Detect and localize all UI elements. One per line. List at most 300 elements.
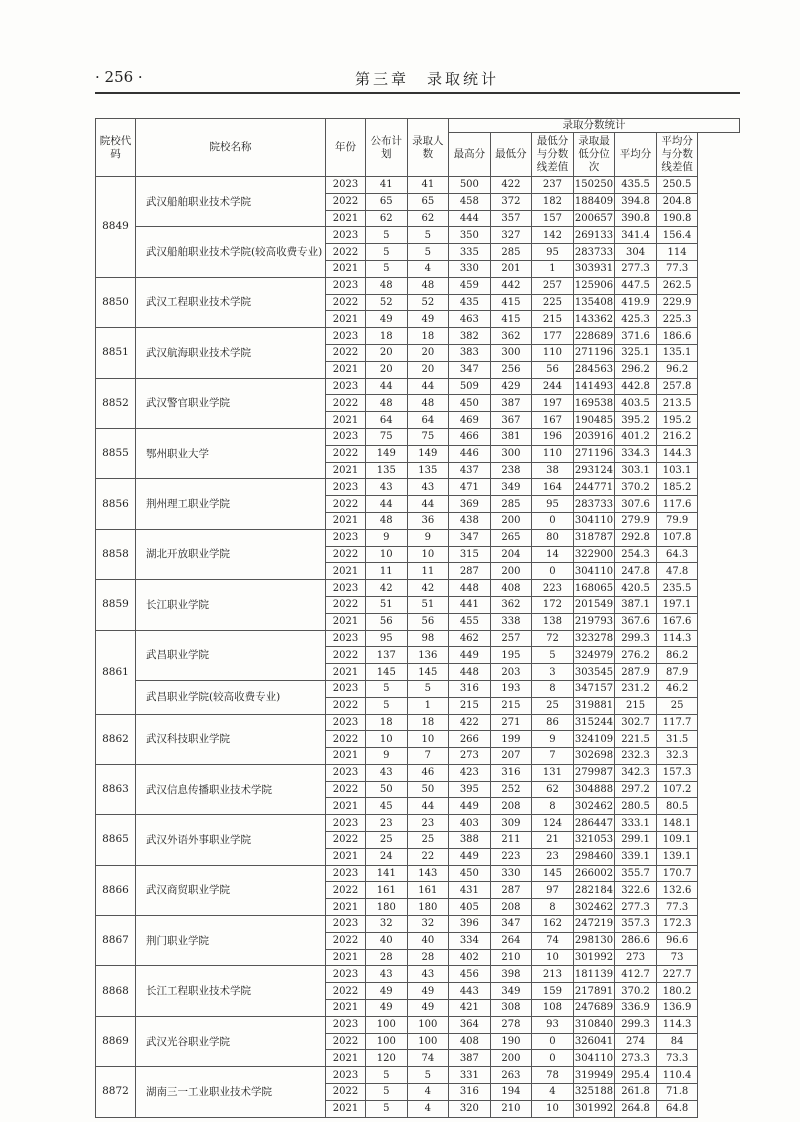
cell-year: 2022: [326, 731, 366, 748]
cell-min-rank: 190485: [573, 412, 615, 429]
cell-min-diff: 223: [532, 580, 574, 597]
cell-admit: 180: [407, 899, 449, 916]
cell-min-rank: 181139: [573, 966, 615, 983]
school-code: 8862: [96, 714, 136, 764]
cell-min-rank: 283733: [573, 496, 615, 513]
cell-avg-score: 254.3: [615, 546, 657, 563]
cell-max-score: 364: [449, 1016, 491, 1033]
cell-min-score: 204: [490, 546, 532, 563]
cell-avg-diff: 114.3: [656, 1016, 698, 1033]
cell-max-score: 448: [449, 580, 491, 597]
cell-avg-diff: 110.4: [656, 1067, 698, 1084]
cell-avg-diff: 73.3: [656, 1050, 698, 1067]
cell-avg-diff: 180.2: [656, 983, 698, 1000]
cell-avg-score: 279.9: [615, 512, 657, 529]
cell-min-diff: 72: [532, 630, 574, 647]
cell-avg-score: 286.6: [615, 932, 657, 949]
cell-admit: 5: [407, 227, 449, 244]
cell-admit: 51: [407, 596, 449, 613]
cell-year: 2021: [326, 512, 366, 529]
cell-year: 2023: [326, 580, 366, 597]
cell-min-diff: 164: [532, 479, 574, 496]
cell-avg-score: 395.2: [615, 412, 657, 429]
cell-avg-diff: 156.4: [656, 227, 698, 244]
cell-plan: 23: [366, 815, 408, 832]
cell-min-diff: 8: [532, 899, 574, 916]
table-row: [96, 815, 740, 832]
school-name: 湖北开放职业学院: [136, 529, 326, 579]
cell-avg-score: 447.5: [615, 277, 657, 294]
cell-plan: 180: [366, 899, 408, 916]
cell-avg-diff: 79.9: [656, 512, 698, 529]
table-row: [96, 916, 740, 933]
cell-min-diff: 10: [532, 1100, 574, 1117]
cell-plan: 56: [366, 613, 408, 630]
col-header-admit: 录取人数: [407, 119, 449, 177]
cell-min-rank: 293124: [573, 462, 615, 479]
cell-avg-score: 390.8: [615, 210, 657, 227]
cell-year: 2021: [326, 798, 366, 815]
cell-admit: 48: [407, 395, 449, 412]
cell-avg-score: 435.5: [615, 177, 657, 194]
cell-admit: 143: [407, 865, 449, 882]
cell-max-score: 422: [449, 714, 491, 731]
cell-max-score: 273: [449, 748, 491, 765]
cell-avg-score: 232.3: [615, 748, 657, 765]
cell-min-rank: 298130: [573, 932, 615, 949]
cell-max-score: 469: [449, 412, 491, 429]
cell-admit: 135: [407, 462, 449, 479]
cell-max-score: 334: [449, 932, 491, 949]
cell-max-score: 455: [449, 613, 491, 630]
cell-plan: 5: [366, 260, 408, 277]
cell-year: 2023: [326, 680, 366, 697]
cell-min-diff: 257: [532, 277, 574, 294]
cell-min-score: 195: [490, 647, 532, 664]
cell-max-score: 315: [449, 546, 491, 563]
cell-year: 2021: [326, 664, 366, 681]
cell-admit: 62: [407, 210, 449, 227]
cell-year: 2022: [326, 445, 366, 462]
cell-admit: 44: [407, 378, 449, 395]
cell-year: 2021: [326, 1100, 366, 1117]
cell-avg-diff: 77.3: [656, 260, 698, 277]
cell-avg-diff: 114.3: [656, 630, 698, 647]
cell-max-score: 441: [449, 596, 491, 613]
cell-min-rank: 286447: [573, 815, 615, 832]
cell-min-diff: 124: [532, 815, 574, 832]
cell-min-score: 387: [490, 395, 532, 412]
cell-plan: 75: [366, 428, 408, 445]
cell-min-score: 367: [490, 412, 532, 429]
cell-avg-score: 274: [615, 1033, 657, 1050]
cell-year: 2021: [326, 412, 366, 429]
cell-plan: 135: [366, 462, 408, 479]
cell-avg-diff: 107.2: [656, 781, 698, 798]
cell-avg-diff: 250.5: [656, 177, 698, 194]
cell-min-rank: 304888: [573, 781, 615, 798]
cell-avg-diff: 148.1: [656, 815, 698, 832]
cell-avg-diff: 86.2: [656, 647, 698, 664]
school-code: 8850: [96, 277, 136, 327]
cell-admit: 100: [407, 1016, 449, 1033]
cell-min-rank: 271196: [573, 344, 615, 361]
cell-min-diff: 4: [532, 1084, 574, 1101]
cell-year: 2022: [326, 781, 366, 798]
cell-avg-diff: 47.8: [656, 563, 698, 580]
cell-min-diff: 5: [532, 647, 574, 664]
cell-min-diff: 80: [532, 529, 574, 546]
cell-year: 2023: [326, 1067, 366, 1084]
cell-min-diff: 8: [532, 680, 574, 697]
cell-avg-score: 333.1: [615, 815, 657, 832]
cell-min-diff: 95: [532, 496, 574, 513]
cell-plan: 5: [366, 244, 408, 261]
cell-min-diff: 97: [532, 882, 574, 899]
cell-min-diff: 237: [532, 177, 574, 194]
cell-min-rank: 304110: [573, 1050, 615, 1067]
school-name: 武汉船舶职业技术学院(较高收费专业): [136, 227, 326, 277]
cell-plan: 48: [366, 277, 408, 294]
cell-max-score: 369: [449, 496, 491, 513]
cell-plan: 43: [366, 764, 408, 781]
cell-avg-diff: 64.3: [656, 546, 698, 563]
cell-avg-diff: 204.8: [656, 193, 698, 210]
cell-avg-score: 420.5: [615, 580, 657, 597]
cell-plan: 49: [366, 1000, 408, 1017]
cell-avg-diff: 32.3: [656, 748, 698, 765]
cell-admit: 32: [407, 916, 449, 933]
cell-avg-score: 403.5: [615, 395, 657, 412]
col-header-avg-diff: 平均分与分数线差值: [656, 133, 698, 177]
cell-max-score: 316: [449, 680, 491, 697]
school-name: 武汉科技职业学院: [136, 714, 326, 764]
cell-max-score: 331: [449, 1067, 491, 1084]
table-row: [96, 764, 740, 781]
school-name: 鄂州职业大学: [136, 428, 326, 478]
col-header-min-diff: 最低分与分数线差值: [532, 133, 574, 177]
cell-year: 2021: [326, 848, 366, 865]
cell-admit: 52: [407, 294, 449, 311]
cell-max-score: 463: [449, 311, 491, 328]
cell-min-rank: 325188: [573, 1084, 615, 1101]
cell-max-score: 423: [449, 764, 491, 781]
cell-admit: 64: [407, 412, 449, 429]
cell-min-rank: 135408: [573, 294, 615, 311]
cell-min-rank: 266002: [573, 865, 615, 882]
cell-min-diff: 0: [532, 1033, 574, 1050]
page-header: [95, 62, 740, 94]
cell-min-diff: 157: [532, 210, 574, 227]
cell-year: 2023: [326, 966, 366, 983]
cell-year: 2023: [326, 378, 366, 395]
cell-max-score: 449: [449, 647, 491, 664]
cell-min-rank: 302462: [573, 899, 615, 916]
school-code: 8866: [96, 865, 136, 915]
cell-max-score: 458: [449, 193, 491, 210]
cell-min-score: 211: [490, 832, 532, 849]
cell-min-score: 357: [490, 210, 532, 227]
cell-admit: 5: [407, 244, 449, 261]
cell-max-score: 450: [449, 395, 491, 412]
cell-min-score: 215: [490, 697, 532, 714]
cell-year: 2023: [326, 865, 366, 882]
cell-max-score: 215: [449, 697, 491, 714]
cell-min-rank: 269133: [573, 227, 615, 244]
cell-min-diff: 167: [532, 412, 574, 429]
cell-year: 2021: [326, 311, 366, 328]
col-header-year: 年份: [326, 119, 366, 177]
cell-min-score: 265: [490, 529, 532, 546]
cell-min-score: 429: [490, 378, 532, 395]
cell-admit: 149: [407, 445, 449, 462]
cell-min-diff: 86: [532, 714, 574, 731]
cell-min-score: 264: [490, 932, 532, 949]
cell-min-rank: 303931: [573, 260, 615, 277]
cell-min-diff: 21: [532, 832, 574, 849]
cell-avg-diff: 197.1: [656, 596, 698, 613]
cell-avg-diff: 235.5: [656, 580, 698, 597]
cell-plan: 95: [366, 630, 408, 647]
col-header-code: 院校代码: [96, 119, 136, 177]
cell-admit: 20: [407, 344, 449, 361]
school-code: 8852: [96, 378, 136, 428]
cell-admit: 11: [407, 563, 449, 580]
cell-admit: 23: [407, 815, 449, 832]
cell-min-score: 408: [490, 580, 532, 597]
cell-min-diff: 110: [532, 445, 574, 462]
cell-min-diff: 14: [532, 546, 574, 563]
cell-plan: 10: [366, 546, 408, 563]
cell-avg-score: 425.3: [615, 311, 657, 328]
cell-max-score: 396: [449, 916, 491, 933]
cell-max-score: 405: [449, 899, 491, 916]
cell-plan: 5: [366, 227, 408, 244]
cell-min-score: 300: [490, 344, 532, 361]
cell-plan: 5: [366, 697, 408, 714]
cell-year: 2023: [326, 277, 366, 294]
cell-avg-score: 303.1: [615, 462, 657, 479]
cell-min-score: 238: [490, 462, 532, 479]
cell-max-score: 456: [449, 966, 491, 983]
cell-year: 2022: [326, 344, 366, 361]
cell-min-diff: 8: [532, 798, 574, 815]
cell-max-score: 350: [449, 227, 491, 244]
cell-min-score: 349: [490, 479, 532, 496]
cell-avg-score: 277.3: [615, 260, 657, 277]
cell-min-diff: 9: [532, 731, 574, 748]
cell-min-score: 201: [490, 260, 532, 277]
cell-avg-score: 371.6: [615, 328, 657, 345]
cell-avg-score: 442.8: [615, 378, 657, 395]
cell-min-rank: 247219: [573, 916, 615, 933]
cell-min-score: 200: [490, 1050, 532, 1067]
cell-admit: 18: [407, 714, 449, 731]
cell-max-score: 431: [449, 882, 491, 899]
cell-year: 2023: [326, 529, 366, 546]
table-row: [96, 177, 740, 194]
cell-admit: 4: [407, 260, 449, 277]
cell-avg-score: 339.1: [615, 848, 657, 865]
cell-plan: 10: [366, 731, 408, 748]
cell-admit: 145: [407, 664, 449, 681]
cell-min-score: 362: [490, 596, 532, 613]
cell-admit: 136: [407, 647, 449, 664]
cell-admit: 41: [407, 177, 449, 194]
cell-min-score: 200: [490, 512, 532, 529]
cell-avg-score: 299.3: [615, 630, 657, 647]
cell-min-rank: 125906: [573, 277, 615, 294]
school-name: 武汉信息传播职业技术学院: [136, 764, 326, 814]
cell-year: 2022: [326, 697, 366, 714]
table-row: [96, 630, 740, 647]
cell-min-score: 362: [490, 328, 532, 345]
cell-admit: 75: [407, 428, 449, 445]
cell-max-score: 335: [449, 244, 491, 261]
cell-plan: 5: [366, 1067, 408, 1084]
cell-min-rank: 169538: [573, 395, 615, 412]
cell-avg-diff: 71.8: [656, 1084, 698, 1101]
cell-min-score: 208: [490, 899, 532, 916]
cell-avg-score: 276.2: [615, 647, 657, 664]
cell-avg-diff: 84: [656, 1033, 698, 1050]
cell-plan: 49: [366, 311, 408, 328]
cell-min-rank: 323278: [573, 630, 615, 647]
cell-admit: 4: [407, 1100, 449, 1117]
cell-min-diff: 215: [532, 311, 574, 328]
cell-avg-diff: 25: [656, 697, 698, 714]
cell-admit: 74: [407, 1050, 449, 1067]
cell-min-rank: 302698: [573, 748, 615, 765]
cell-avg-score: 296.2: [615, 361, 657, 378]
cell-plan: 141: [366, 865, 408, 882]
cell-min-rank: 141493: [573, 378, 615, 395]
cell-min-diff: 196: [532, 428, 574, 445]
cell-max-score: 421: [449, 1000, 491, 1017]
cell-year: 2023: [326, 479, 366, 496]
cell-min-diff: 56: [532, 361, 574, 378]
cell-min-score: 208: [490, 798, 532, 815]
cell-min-rank: 319881: [573, 697, 615, 714]
cell-avg-diff: 103.1: [656, 462, 698, 479]
table-row: [96, 1067, 740, 1084]
table-row: [96, 479, 740, 496]
cell-year: 2022: [326, 546, 366, 563]
cell-avg-diff: 117.6: [656, 496, 698, 513]
cell-max-score: 387: [449, 1050, 491, 1067]
cell-min-diff: 74: [532, 932, 574, 949]
cell-max-score: 395: [449, 781, 491, 798]
cell-avg-diff: 117.7: [656, 714, 698, 731]
cell-admit: 5: [407, 1067, 449, 1084]
cell-admit: 49: [407, 983, 449, 1000]
school-name: 湖南三一工业职业技术学院: [136, 1067, 326, 1117]
school-name: 荆门职业学院: [136, 916, 326, 966]
cell-min-score: 308: [490, 1000, 532, 1017]
cell-min-score: 203: [490, 664, 532, 681]
cell-min-rank: 168065: [573, 580, 615, 597]
cell-min-diff: 23: [532, 848, 574, 865]
cell-plan: 9: [366, 748, 408, 765]
cell-plan: 44: [366, 496, 408, 513]
cell-min-rank: 244771: [573, 479, 615, 496]
cell-max-score: 408: [449, 1033, 491, 1050]
cell-min-diff: 182: [532, 193, 574, 210]
cell-avg-score: 342.3: [615, 764, 657, 781]
cell-max-score: 347: [449, 529, 491, 546]
cell-min-diff: 93: [532, 1016, 574, 1033]
cell-min-rank: 150250: [573, 177, 615, 194]
cell-max-score: 402: [449, 949, 491, 966]
cell-year: 2023: [326, 764, 366, 781]
cell-max-score: 347: [449, 361, 491, 378]
cell-min-score: 442: [490, 277, 532, 294]
cell-avg-score: 292.8: [615, 529, 657, 546]
cell-plan: 20: [366, 361, 408, 378]
table-row: [96, 714, 740, 731]
cell-plan: 5: [366, 680, 408, 697]
cell-plan: 50: [366, 781, 408, 798]
cell-max-score: 320: [449, 1100, 491, 1117]
cell-min-score: 349: [490, 983, 532, 1000]
cell-avg-diff: 262.5: [656, 277, 698, 294]
school-code: 8872: [96, 1067, 136, 1117]
cell-admit: 42: [407, 580, 449, 597]
cell-avg-diff: 257.8: [656, 378, 698, 395]
school-name: 武汉工程职业技术学院: [136, 277, 326, 327]
cell-min-score: 199: [490, 731, 532, 748]
cell-year: 2022: [326, 1033, 366, 1050]
cell-avg-score: 302.7: [615, 714, 657, 731]
col-header-max: 最高分: [449, 133, 491, 177]
cell-year: 2023: [326, 428, 366, 445]
cell-year: 2022: [326, 244, 366, 261]
cell-min-score: 210: [490, 1100, 532, 1117]
cell-min-rank: 284563: [573, 361, 615, 378]
cell-min-score: 398: [490, 966, 532, 983]
cell-min-rank: 203916: [573, 428, 615, 445]
cell-min-diff: 177: [532, 328, 574, 345]
cell-min-score: 330: [490, 865, 532, 882]
cell-min-diff: 0: [532, 512, 574, 529]
page-number: · 256 ·: [95, 68, 143, 86]
cell-min-rank: 304110: [573, 563, 615, 580]
cell-plan: 149: [366, 445, 408, 462]
cell-min-score: 309: [490, 815, 532, 832]
cell-avg-diff: 170.7: [656, 865, 698, 882]
cell-admit: 44: [407, 798, 449, 815]
cell-year: 2021: [326, 613, 366, 630]
school-name: 长江职业学院: [136, 580, 326, 630]
cell-avg-score: 247.8: [615, 563, 657, 580]
cell-avg-score: 341.4: [615, 227, 657, 244]
cell-min-diff: 197: [532, 395, 574, 412]
cell-admit: 65: [407, 193, 449, 210]
cell-admit: 7: [407, 748, 449, 765]
cell-avg-score: 307.6: [615, 496, 657, 513]
cell-min-rank: 324979: [573, 647, 615, 664]
cell-min-diff: 1: [532, 260, 574, 277]
cell-plan: 28: [366, 949, 408, 966]
cell-min-score: 338: [490, 613, 532, 630]
cell-admit: 25: [407, 832, 449, 849]
cell-year: 2021: [326, 949, 366, 966]
cell-min-rank: 303545: [573, 664, 615, 681]
cell-year: 2022: [326, 932, 366, 949]
cell-min-diff: 62: [532, 781, 574, 798]
cell-min-score: 271: [490, 714, 532, 731]
cell-admit: 4: [407, 1084, 449, 1101]
